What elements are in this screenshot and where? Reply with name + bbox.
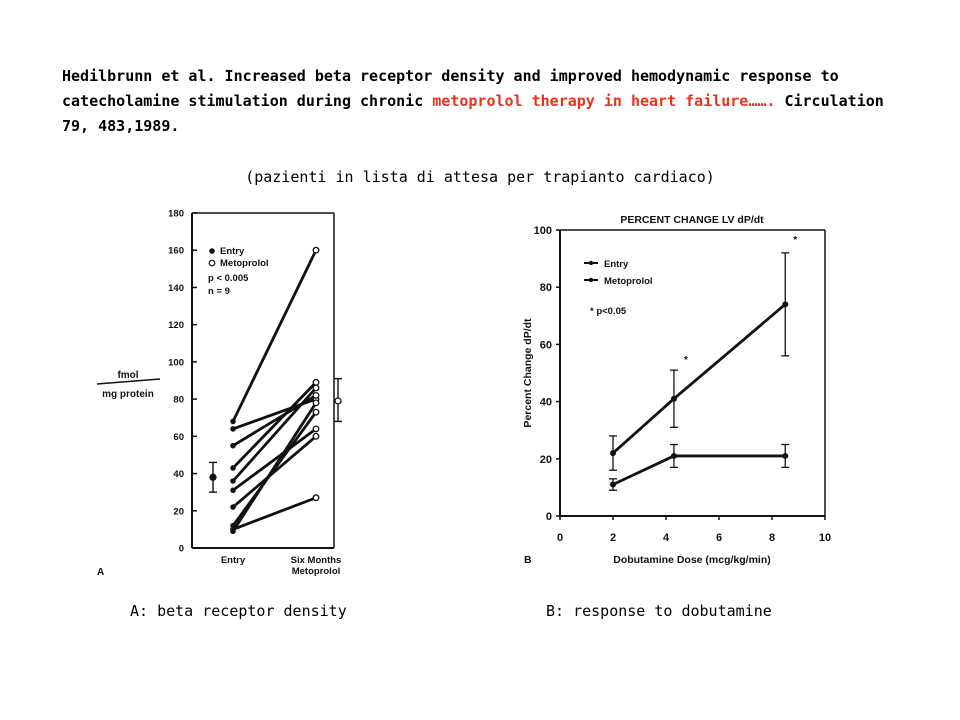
panel-b-y-tick-label: 40 [539,396,552,409]
panel-a-metoprolol-point [313,380,319,386]
panel-a-entry-point [230,488,236,494]
panel-b-y-tick-label: 20 [539,453,552,466]
panel-a-metoprolol-point [313,247,319,253]
panel-b-data-point [782,453,788,459]
panel-b-legend-label: Entry [604,259,629,270]
panel-a-category-label: Entry [220,555,246,566]
panel-a-category-label: Metoprolol [291,566,341,577]
panel-a-ylabel-bottom: mg protein [102,389,154,400]
panel-b-x-tick-label: 0 [556,532,564,544]
panel-a-y-tick-label: 60 [173,431,184,443]
panel-b-y-tick-label: 100 [533,225,552,237]
panel-a-metoprolol-point [313,393,319,399]
panel-b-y-tick-label: 60 [539,339,552,352]
panel-a-entry-point [230,504,236,510]
panel-a-ylabel-top: fmol [117,370,139,381]
panel-a-metoprolol-point [313,426,319,432]
panel-a-y-tick-label: 180 [168,208,184,220]
panel-a-y-tick-label: 140 [168,282,184,294]
panel-a-y-tick-label: 100 [168,357,184,369]
panel-b-x-tick-label: 10 [818,532,832,544]
panel-a-y-tick-label: 160 [168,245,184,257]
panel-b-legend-marker [589,261,593,265]
panel-a-metoprolol-point [313,409,319,415]
panel-b-data-point [782,301,788,307]
panel-a-chart [97,209,342,579]
panel-b-data-point [610,450,616,456]
panel-b-legend-label: Metoprolol [604,276,653,287]
panel-a-category-label: Six Months [290,555,342,566]
panel-b-x-tick-label: 6 [715,532,723,544]
panel-a-legend-entry-marker [209,248,215,254]
panel-b-data-point [610,482,616,488]
panel-b-letter: B [524,554,532,566]
panel-b-y-tick-label: 0 [545,511,552,523]
citation-part1: Hedilbrunn et al. Increased beta receptor density and improved hemodynamic response to catecholamine stimulation during chronic [62,67,839,110]
panel-a-metoprolol-point [313,495,319,501]
panel-b-x-tick-label: 4 [662,532,670,544]
citation-highlight: metoprolol therapy in heart failure……. [432,92,776,110]
panel-b-y-tick-label: 80 [539,282,552,295]
panel-a-metoprolol-summary-mean-point [335,398,341,404]
panel-b-significance-mark: * [793,234,798,246]
panel-a-entry-point [230,419,236,425]
panel-a-legend-entry: Entry [220,246,245,257]
panel-a-legend-stat: n = 9 [208,286,230,297]
panel-a-y-tick-label: 80 [173,394,184,406]
panel-a-y-tick-label: 120 [168,320,184,332]
panel-a-pair-line [233,436,316,507]
panel-a-entry-point [230,426,236,432]
panel-a-entry-point [230,465,236,471]
panel-a-legend-stat: p < 0.005 [208,273,249,284]
panel-a-metoprolol-point [313,400,319,406]
panel-b-x-tick-label: 2 [609,532,617,544]
panel-a-y-tick-label: 40 [173,469,184,481]
panel-a-entry-point [230,443,236,449]
panel-a-y-tick-label: 20 [173,506,184,518]
panel-b-title: PERCENT CHANGE LV dP/dt [620,214,764,226]
panel-b-series-line [613,456,785,485]
panel-a-letter: A [97,567,105,578]
subtitle: (pazienti in lista di attesa per trapianto cardiaco) [245,168,715,186]
panel-b-chart [522,214,831,566]
citation-part2: Circulation 79, 483,1989. [62,92,884,135]
panel-b-ylabel: Percent Change dP/dt [522,318,534,428]
panel-a-entry-summary-mean-point [210,474,216,480]
panel-a-legend-metoprolol-marker [209,260,215,266]
panel-a-entry-point [230,478,236,484]
panel-b-significance-mark: * [683,355,688,367]
panel-a-metoprolol-point [313,434,319,440]
panel-b-series-line [613,304,785,453]
panel-b-xlabel: Dobutamine Dose (mcg/kg/min) [613,554,771,566]
panel-b-data-point [671,396,677,402]
caption-b: B: response to dobutamine [546,602,772,620]
panel-a-legend-metoprolol: Metoprolol [220,258,269,269]
panel-a-metoprolol-point [313,385,319,391]
caption-a: A: beta receptor density [130,602,347,620]
panel-b-annotation: * p<0.05 [590,306,627,317]
panel-b-data-point [671,453,677,459]
panel-b-legend-marker [589,278,593,282]
panel-a-y-tick-label: 0 [178,543,184,555]
panel-a-entry-point [230,527,236,533]
panel-b-x-tick-label: 8 [768,532,776,544]
